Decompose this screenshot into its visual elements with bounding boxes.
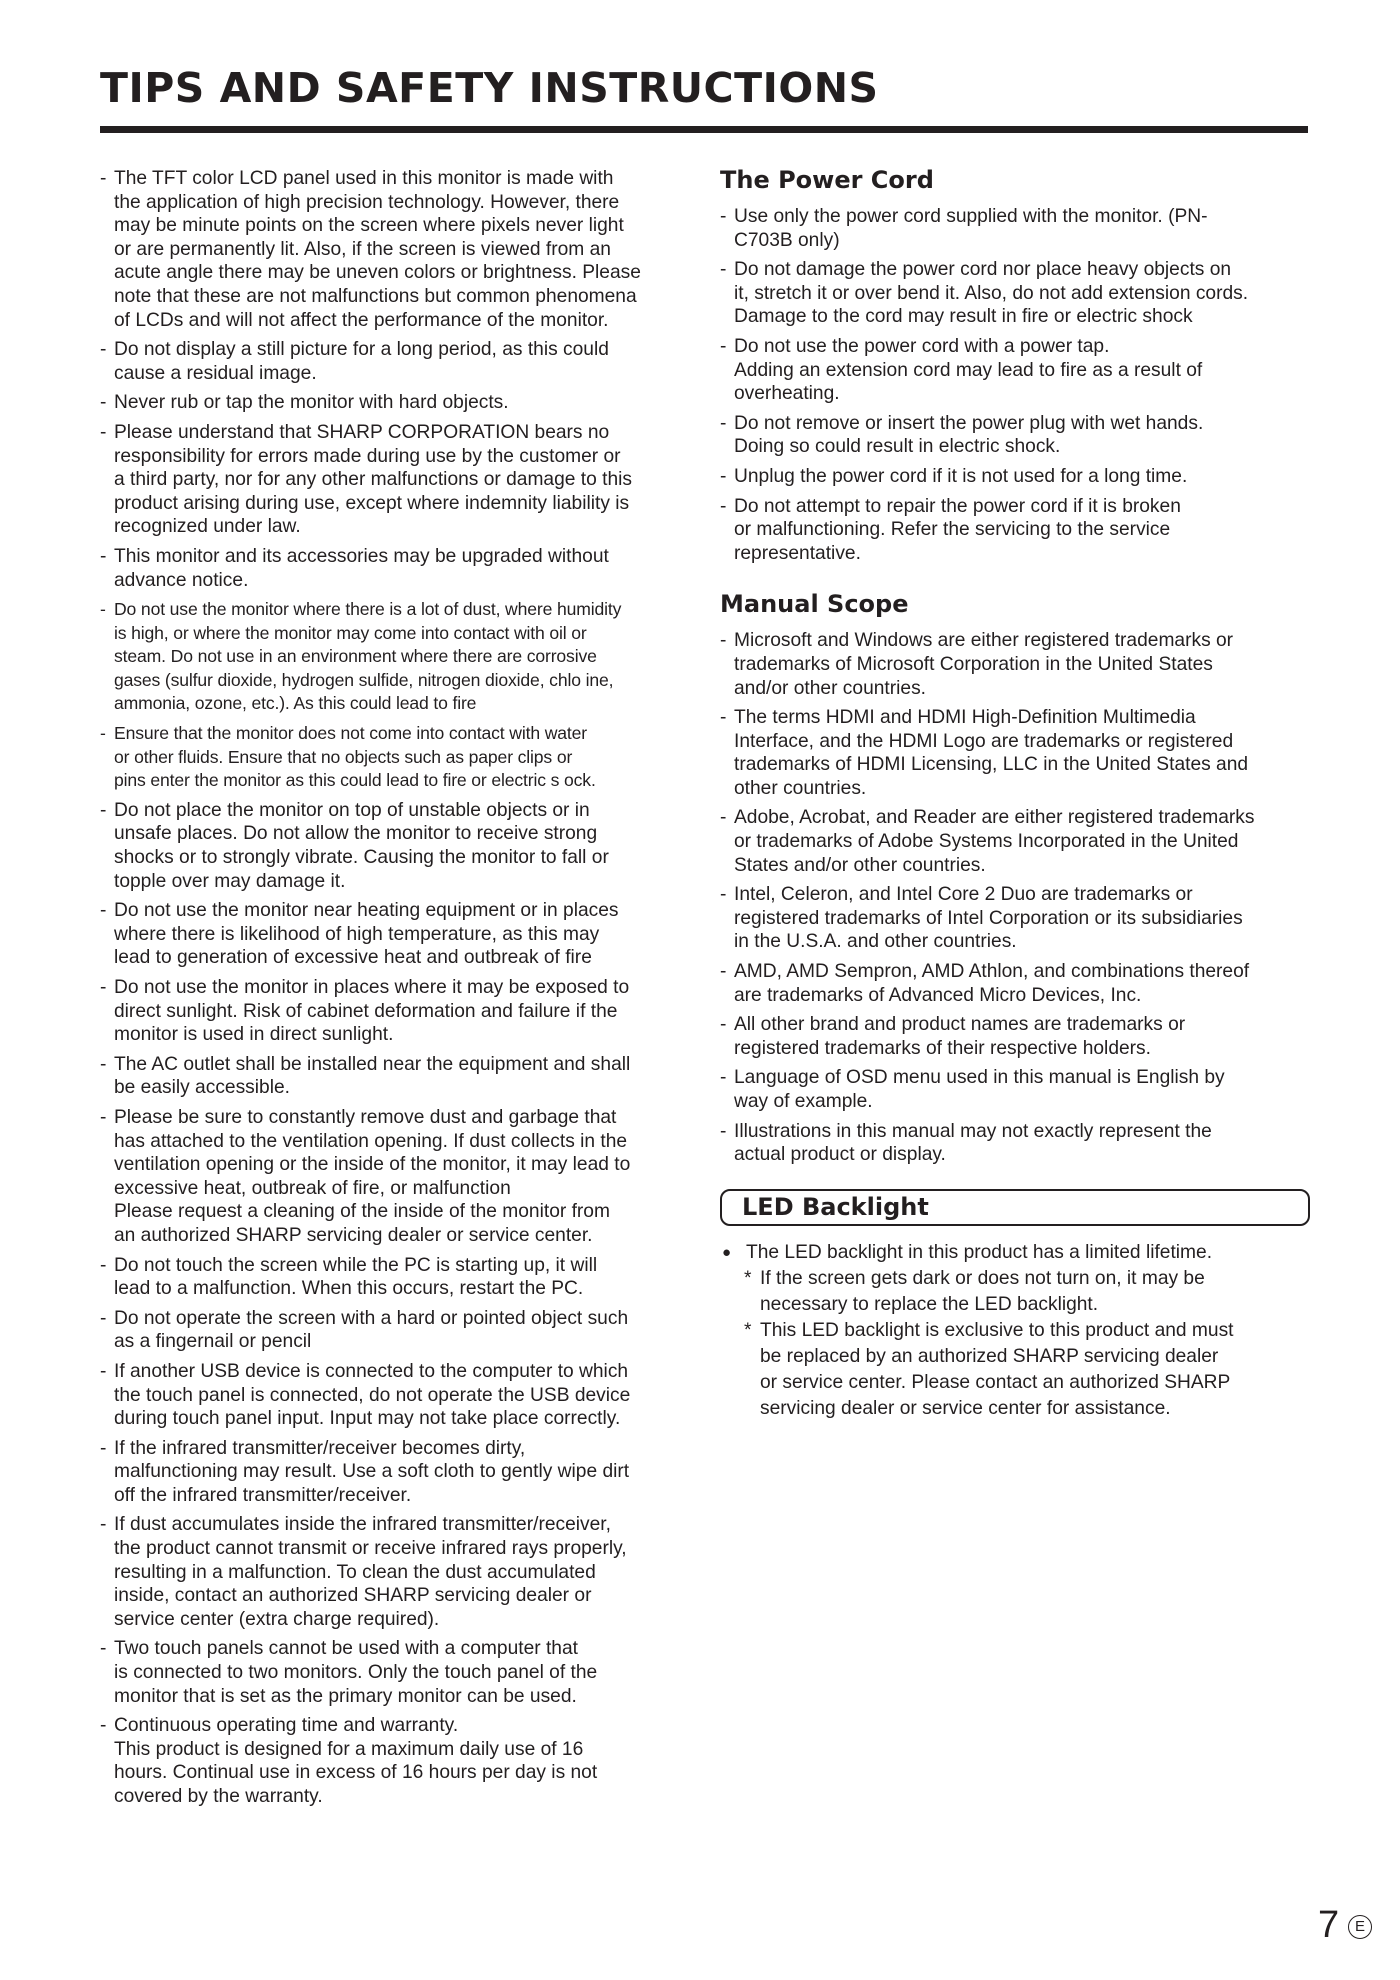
bullet-text: The LED backlight in this product has a limited lifetime. [746, 1241, 1213, 1263]
power-cord-item [720, 412, 1310, 459]
item-line: Interface, and the HDMI Logo are trademarks or registered [734, 730, 1234, 752]
item-marker: - [100, 1437, 107, 1459]
safety-item [100, 1714, 690, 1808]
item-line: Do not use the monitor where there is a lot of dust, where humidity [114, 599, 622, 620]
item-line: Unplug the power cord if it is not used for a long time. [734, 465, 1188, 487]
safety-item [100, 1513, 690, 1631]
safety-item [100, 976, 690, 1047]
item-line: overheating. [734, 383, 840, 405]
item-line: Do not use the monitor in places where it may be exposed to [114, 977, 630, 998]
item-line: monitor is used in direct sunlight. [114, 1024, 394, 1046]
item-line: lead to a malfunction. When this occurs, restart the PC. [114, 1278, 584, 1300]
item-line: excessive heat, outbreak of fire, or malfunction [114, 1177, 511, 1199]
safety-item [100, 1360, 690, 1431]
manual-scope-item [720, 1120, 1310, 1167]
safety-item [100, 799, 690, 893]
item-line: may be minute points on the screen where pixels never light [114, 215, 624, 237]
item-marker: - [100, 1715, 107, 1737]
item-line: during touch panel input. Input may not take place correctly. [114, 1408, 621, 1430]
item-marker: - [720, 1014, 727, 1036]
item-line: off the infrared transmitter/receiver. [114, 1484, 412, 1506]
item-line: All other brand and product names are trademarks or [734, 1014, 1186, 1036]
manual-scope-item [720, 1013, 1310, 1060]
item-line: Never rub or tap the monitor with hard objects. [114, 392, 509, 414]
item-line: Do not operate the screen with a hard or pointed object such [114, 1307, 629, 1329]
item-line: trademarks of HDMI Licensing, LLC in the United States and [734, 754, 1249, 776]
item-line: Do not remove or insert the power plug with wet hands. [734, 412, 1204, 434]
item-line: or service center. Please contact an authorized SHARP [760, 1371, 1231, 1393]
item-marker: * [744, 1319, 752, 1341]
item-line: Ensure that the monitor does not come into contact with water [114, 723, 587, 744]
item-line: Use only the power cord supplied with the monitor. (PN- [734, 206, 1208, 227]
title-rule [100, 126, 1308, 133]
safety-item [100, 421, 690, 539]
led-backlight-heading: LED Backlight [720, 1189, 1310, 1226]
item-line: responsibility for errors made during use by the customer or [114, 445, 621, 467]
item-line: lead to generation of excessive heat and outbreak of fire [114, 947, 592, 969]
item-line: Adobe, Acrobat, and Reader are either registered trademarks [734, 807, 1255, 829]
item-line: Do not display a still picture for a long period, as this could [114, 339, 609, 361]
manual-scope-item [720, 706, 1310, 800]
manual-scope-list [720, 629, 1310, 1166]
item-line: The AC outlet shall be installed near the equipment and shall [114, 1053, 631, 1075]
item-line: covered by the warranty. [114, 1786, 323, 1807]
item-line: Language of OSD menu used in this manual is English by [734, 1067, 1225, 1089]
item-line: Intel, Celeron, and Intel Core 2 Duo are trademarks or [734, 884, 1193, 906]
safety-item [100, 1437, 690, 1508]
item-marker: - [100, 168, 107, 189]
item-line: The terms HDMI and HDMI High-Definition Multimedia [734, 707, 1196, 729]
item-marker: - [720, 1067, 727, 1089]
item-marker: - [720, 206, 727, 227]
item-line: the touch panel is connected, do not operate the USB device [114, 1384, 631, 1406]
item-line: acute angle there may be uneven colors or brightness. Please [114, 262, 641, 284]
item-line: registered trademarks of their respective holders. [734, 1037, 1151, 1059]
item-line: inside, contact an authorized SHARP servicing dealer or [114, 1585, 592, 1607]
item-marker: - [100, 1254, 107, 1276]
item-line: in the U.S.A. and other countries. [734, 931, 1017, 953]
item-line: it, stretch it or over bend it. Also, do not add extension cords. [734, 282, 1249, 304]
item-marker: - [720, 961, 727, 983]
right-column [720, 165, 1310, 1422]
item-line: are trademarks of Advanced Micro Devices, Inc. [734, 984, 1142, 1006]
item-line: If dust accumulates inside the infrared transmitter/receiver, [114, 1514, 611, 1536]
item-line: C703B only) [734, 229, 840, 251]
item-marker: - [100, 339, 107, 361]
item-line: AMD, AMD Sempron, AMD Athlon, and combinations thereof [734, 961, 1250, 983]
item-line: necessary to replace the LED backlight. [760, 1293, 1099, 1315]
item-marker: - [100, 900, 107, 922]
item-line: unsafe places. Do not allow the monitor to receive strong [114, 823, 598, 845]
manual-scope-item [720, 883, 1310, 954]
safety-item [100, 899, 690, 970]
item-marker: - [720, 884, 727, 906]
item-line: note that these are not malfunctions but common phenomena [114, 285, 637, 307]
item-line: The TFT color LCD panel used in this monitor is made with [114, 168, 614, 189]
item-line: If the screen gets dark or does not turn on, it may be [760, 1267, 1205, 1289]
item-marker: - [720, 259, 727, 281]
item-line: Microsoft and Windows are either registered trademarks or [734, 630, 1234, 652]
safety-item [100, 598, 690, 716]
item-marker: - [100, 1307, 107, 1329]
item-line: Do not attempt to repair the power cord if it is broken [734, 495, 1181, 517]
safety-item [100, 167, 690, 332]
item-marker: - [720, 807, 727, 829]
item-line: Do not touch the screen while the PC is starting up, it will [114, 1254, 598, 1276]
item-marker: - [100, 599, 106, 620]
power-cord-heading: The Power Cord [720, 166, 934, 194]
item-line: shocks or to strongly vibrate. Causing the monitor to fall or [114, 847, 609, 869]
item-line: hours. Continual use in excess of 16 hours per day is not [114, 1762, 598, 1784]
item-line: ammonia, ozone, etc.). As this could lead to fire [114, 693, 477, 714]
item-line: and/or other countries. [734, 677, 926, 699]
item-marker: - [100, 977, 107, 998]
item-marker: - [720, 465, 727, 487]
item-line: Doing so could result in electric shock. [734, 436, 1061, 458]
item-line: Do not damage the power cord nor place heavy objects on [734, 259, 1232, 281]
item-line: topple over may damage it. [114, 870, 346, 892]
item-line: be replaced by an authorized SHARP servicing dealer [760, 1345, 1219, 1367]
item-marker: - [100, 799, 107, 821]
safety-item [100, 1254, 690, 1301]
item-line: steam. Do not use in an environment where there are corrosive [114, 646, 597, 667]
safety-item [100, 1307, 690, 1354]
item-line: pins enter the monitor as this could lead to fire or electric s ock. [114, 770, 596, 791]
item-line: If another USB device is connected to the computer to which [114, 1360, 629, 1382]
item-line: is high, or where the monitor may come into contact with oil or [114, 622, 587, 643]
item-line: the product cannot transmit or receive infrared rays properly, [114, 1538, 627, 1560]
item-line: direct sunlight. Risk of cabinet deformation and failure if the [114, 1000, 618, 1022]
item-marker: - [720, 335, 727, 357]
manual-scope-item [720, 960, 1310, 1007]
item-line: registered trademarks of Intel Corporation or its subsidiaries [734, 907, 1243, 929]
item-line: Do not place the monitor on top of unstable objects or in [114, 799, 590, 821]
item-line: or are permanently lit. Also, if the screen is viewed from an [114, 238, 611, 260]
item-marker: - [720, 1120, 727, 1142]
item-line: Do not use the monitor near heating equipment or in places [114, 900, 619, 922]
item-line: Please request a cleaning of the inside of the monitor from [114, 1201, 610, 1223]
item-line: actual product or display. [734, 1144, 946, 1166]
item-line: ventilation opening or the inside of the monitor, it may lead to [114, 1154, 631, 1176]
item-line: Damage to the cord may result in fire or electric shock [734, 306, 1193, 328]
item-line: an authorized SHARP servicing dealer or service center. [114, 1224, 593, 1246]
item-line: Do not use the power cord with a power tap. [734, 335, 1110, 357]
safety-item [100, 1637, 690, 1708]
led-backlight-bullet [720, 1240, 1310, 1266]
item-marker: - [100, 421, 107, 443]
manual-scope-item [720, 629, 1310, 700]
item-line: representative. [734, 542, 861, 564]
item-line: trademarks of Microsoft Corporation in the United States [734, 653, 1213, 675]
power-cord-list [720, 205, 1310, 565]
item-line: This product is designed for a maximum daily use of 16 [114, 1738, 584, 1760]
item-line: a third party, nor for any other malfunctions or damage to this [114, 469, 632, 491]
item-marker: - [100, 723, 106, 744]
item-marker: - [720, 412, 727, 434]
safety-item [100, 722, 690, 793]
item-line: If the infrared transmitter/receiver becomes dirty, [114, 1437, 526, 1459]
item-marker: - [100, 1106, 107, 1128]
item-line: where there is likelihood of high temperature, as this may [114, 923, 600, 945]
manual-scope-item [720, 806, 1310, 877]
power-cord-item [720, 495, 1310, 566]
item-marker: - [720, 707, 727, 729]
power-cord-item [720, 205, 1310, 252]
manual-scope-heading: Manual Scope [720, 590, 909, 619]
manual-scope-item [720, 1066, 1310, 1113]
item-line: Adding an extension cord may lead to fire as a result of [734, 359, 1203, 381]
language-badge: E [1348, 1915, 1372, 1939]
page-title: TIPS AND SAFETY INSTRUCTIONS [100, 64, 879, 112]
led-notes [720, 1266, 1310, 1422]
item-line: This LED backlight is exclusive to this product and must [760, 1319, 1234, 1341]
item-marker: - [720, 495, 727, 517]
item-line: product arising during use, except where indemnity liability is [114, 492, 630, 514]
item-line: Please be sure to constantly remove dust and garbage that [114, 1106, 617, 1128]
item-line: recognized under law. [114, 516, 301, 538]
item-line: Continuous operating time and warranty. [114, 1715, 459, 1737]
item-line: as a fingernail or pencil [114, 1331, 312, 1353]
item-line: service center (extra charge required). [114, 1608, 440, 1630]
power-cord-item [720, 465, 1310, 489]
safety-item [100, 338, 690, 385]
led-note [720, 1318, 1310, 1422]
item-line: or malfunctioning. Refer the servicing to the service [734, 519, 1171, 541]
left-column [100, 167, 690, 1815]
item-marker: - [100, 1053, 107, 1075]
item-line: This monitor and its accessories may be upgraded without [114, 545, 609, 567]
item-line: resulting in a malfunction. To clean the dust accumulated [114, 1561, 596, 1583]
item-marker: - [100, 392, 107, 414]
item-line: is connected to two monitors. Only the touch panel of the [114, 1662, 598, 1684]
item-marker: - [100, 1360, 107, 1382]
safety-item [100, 391, 690, 415]
item-line: monitor that is set as the primary monitor can be used. [114, 1685, 577, 1707]
item-line: servicing dealer or service center for assistance. [760, 1397, 1171, 1419]
item-marker: - [720, 630, 727, 652]
item-line: the application of high precision technology. However, there [114, 191, 620, 213]
item-line: way of example. [734, 1091, 873, 1112]
item-line: of LCDs and will not affect the performance of the monitor. [114, 309, 609, 331]
item-line: Please understand that SHARP CORPORATION bears no [114, 421, 610, 443]
item-line: cause a residual image. [114, 362, 317, 384]
item-line: States and/or other countries. [734, 854, 986, 876]
item-marker: - [100, 1514, 107, 1536]
item-line: other countries. [734, 777, 867, 799]
item-marker: * [744, 1267, 752, 1289]
item-line: Two touch panels cannot be used with a computer that [114, 1638, 578, 1660]
item-line: has attached to the ventilation opening. If dust collects in the [114, 1130, 628, 1152]
led-note [720, 1266, 1310, 1318]
page-number: 7 [1318, 1904, 1340, 1946]
item-line: be easily accessible. [114, 1077, 290, 1099]
item-line: gases (sulfur dioxide, hydrogen sulfide, nitrogen dioxide, chlo ine, [114, 669, 614, 690]
item-marker: - [100, 1638, 107, 1660]
safety-item [100, 545, 690, 592]
safety-item [100, 1106, 690, 1248]
item-line: advance notice. [114, 569, 249, 591]
item-line: Illustrations in this manual may not exactly represent the [734, 1120, 1212, 1142]
item-marker: - [100, 545, 107, 567]
item-line: or trademarks of Adobe Systems Incorporated in the United [734, 831, 1239, 853]
power-cord-item [720, 335, 1310, 406]
bullet-dot-icon: ● [722, 1243, 732, 1261]
item-line: or other fluids. Ensure that no objects such as paper clips or [114, 746, 573, 767]
safety-item [100, 1053, 690, 1100]
power-cord-item [720, 258, 1310, 329]
item-line: malfunctioning may result. Use a soft cloth to gently wipe dirt [114, 1461, 630, 1483]
